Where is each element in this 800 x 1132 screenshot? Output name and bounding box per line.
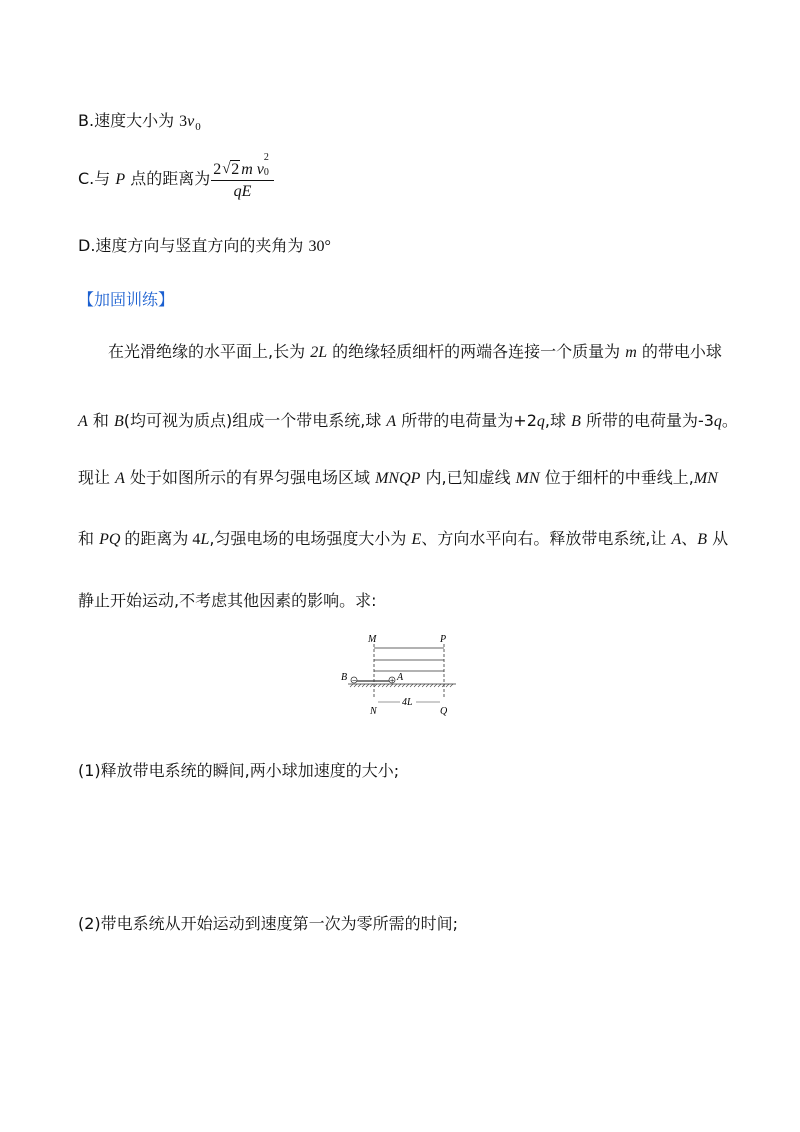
ball-a-charge: + (389, 677, 395, 685)
problem-var: m (625, 344, 637, 361)
fraction-denominator: qE (233, 183, 252, 200)
option-b-sub: 0 (195, 121, 201, 133)
problem-var: MN (693, 470, 718, 487)
label-m: M (368, 634, 377, 645)
problem-text: ,匀强电场的电场强度大小为 (209, 529, 412, 548)
problem-line-4 (78, 526, 728, 549)
problem-text: 的距离为 4 (120, 531, 201, 548)
problem-text: 、方向水平向右。释放带电系统,让 (421, 529, 672, 548)
option-c-var: P (115, 171, 126, 188)
option-b (78, 108, 201, 131)
problem-var: A (386, 413, 397, 430)
problem-text: 、 (681, 529, 698, 548)
problem-text: 和 (78, 529, 100, 548)
option-c (78, 152, 274, 201)
option-d (78, 233, 331, 256)
option-b-var: v (187, 113, 195, 130)
option-c-text: C.与 (78, 169, 116, 188)
problem-text: 从 (707, 529, 729, 548)
section-heading: 【加固训练】 (78, 290, 175, 309)
numerator-v: v (256, 161, 264, 178)
problem-var: E (411, 531, 422, 548)
problem-line-5: 静止开始运动,不考虑其他因素的影响。求: (78, 591, 377, 610)
problem-var: q (713, 413, 722, 430)
option-b-text: B.速度大小为 (78, 111, 180, 130)
option-c-text2: 点的距离为 (125, 169, 211, 188)
distance-fraction (211, 152, 274, 201)
label-b: B (341, 672, 348, 683)
radical-sign: √ (222, 161, 231, 177)
question-1: (1)释放带电系统的瞬间,两小球加速度的大小; (78, 761, 400, 780)
sqrt-arg: 2 (231, 161, 240, 178)
problem-text: 的带电小球 (636, 342, 722, 361)
problem-text: 所带的电荷量为-3 (580, 411, 714, 430)
ball-b-charge: − (351, 677, 357, 685)
numerator-sub: 0 (263, 167, 269, 178)
problem-text: 。 (721, 411, 738, 430)
problem-line-2 (78, 408, 738, 431)
question-2: (2)带电系统从开始运动到速度第一次为零所需的时间; (78, 914, 459, 933)
numerator-m: m (241, 161, 253, 178)
problem-var: B (571, 413, 581, 430)
ground-hatching (350, 684, 453, 687)
problem-text: 所带的电荷量为+2 (396, 411, 537, 430)
label-p: P (440, 634, 447, 645)
problem-var: q (536, 413, 545, 430)
problem-var: 2L (310, 344, 328, 361)
numerator-sup: 2 (263, 152, 269, 163)
problem-var: A (78, 413, 88, 430)
label-4l: 4L (402, 697, 413, 708)
option-b-value: 3 (179, 113, 188, 130)
problem-var: A (115, 470, 125, 487)
problem-text: 现让 (78, 468, 116, 487)
problem-text: 的绝缘轻质细杆的两端各连接一个质量为 (327, 342, 626, 361)
label-a: A (397, 672, 404, 683)
problem-text: 内,已知虚线 (420, 468, 516, 487)
label-q: Q (440, 706, 448, 717)
numerator-supsub (263, 152, 272, 178)
problem-text: 处于如图所示的有界匀强电场区域 (124, 468, 376, 487)
problem-var: A (671, 531, 682, 548)
problem-text: 和 (87, 411, 114, 430)
problem-var: B (113, 413, 124, 430)
problem-text: 在光滑绝缘的水平面上,长为 (108, 342, 311, 361)
problem-var: MN (515, 470, 540, 487)
problem-line-3 (78, 465, 718, 488)
electric-field-figure (340, 630, 460, 722)
problem-var: MNQP (375, 470, 421, 487)
fraction-numerator (211, 152, 274, 181)
option-d-text: D.速度方向与竖直方向的夹角为 (78, 236, 309, 255)
problem-text: ,球 (544, 411, 572, 430)
problem-var: L (200, 531, 210, 548)
option-d-value: 30° (308, 238, 331, 255)
problem-line-1 (108, 339, 722, 362)
numerator-coef: 2 (213, 161, 222, 178)
problem-text: (均可视为质点)组成一个带电系统,球 (123, 411, 387, 430)
problem-var: B (697, 531, 708, 548)
problem-text: 位于细杆的中垂线上, (539, 468, 694, 487)
label-n: N (370, 706, 377, 717)
sqrt-expression (222, 161, 240, 179)
problem-var: PQ (99, 531, 121, 548)
